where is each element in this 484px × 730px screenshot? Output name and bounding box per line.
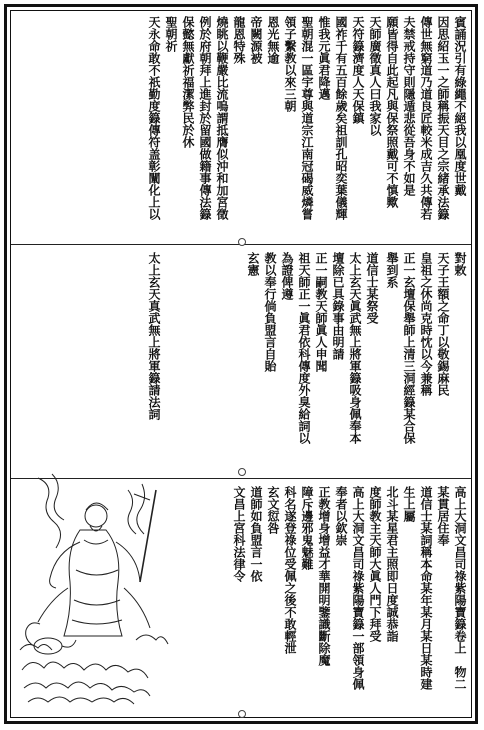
mid-column-3: 皇祖之休尚克時忱以今兼稱: [419, 252, 433, 396]
top-column-7: 天符籙濟度人天保鎮: [351, 16, 365, 124]
top-column-9: 惟我元眞君降邁: [317, 16, 331, 100]
fold-mark-bottom: [238, 710, 246, 718]
bottom-column-9: 正教增身增益才華開明鑒識斷除魔: [317, 486, 331, 666]
bottom-column-12: 玄文愆咎: [266, 486, 280, 534]
top-column-15: 燒眺以鞭嚴比流嗚謂抵膺似沖和加宮徵: [215, 16, 229, 220]
top-column-4: 夫禁戒持守則隱遁悲從吾身不如是: [402, 16, 416, 196]
bottom-column-13: 道師如負盟言一依: [249, 486, 263, 582]
bottom-column-1: 高上大洞文昌司祿紫陽寶籙卷上 物二: [453, 486, 467, 690]
bottom-column-4: 生上屬: [402, 486, 416, 522]
top-column-19: 天永命敢不祇勤度籙傳符盖彰闡化上以: [147, 16, 161, 220]
mid-column-6: 道信士某祭受: [365, 252, 379, 324]
top-column-10: 聖朝混一區宇尊與道宗江南冠碣威燐嘗: [300, 16, 314, 220]
top-column-6: 天師廣徵真人曰我家以: [368, 16, 382, 136]
bottom-column-7: 高上大洞文昌司祿紫陽寶籙一部領身佩: [351, 486, 365, 690]
mid-column-5: 舉到系: [385, 252, 399, 288]
bottom-column-2: 某貫居住奉: [436, 486, 450, 546]
fold-mark-upper: [238, 238, 246, 246]
mid-column-12: 教以奉行倘負盟言自貽: [263, 252, 277, 372]
mid-column-11: 為證俾遵: [280, 252, 294, 300]
top-column-8: 國祚千有五百餘歲矣祖訓孔昭奕葉儀輝: [334, 16, 348, 220]
bottom-column-10: 障斥邊邪鬼魅難: [300, 486, 314, 570]
top-column-14: 龍恩特殊: [232, 16, 246, 64]
fold-mark-lower: [238, 468, 246, 476]
mid-column-14: 太上玄天真武無上將軍籙請法詞: [147, 252, 161, 420]
mid-column-1: 對敕: [453, 252, 467, 276]
mid-column-8: 壇除已具錄事由明請: [331, 252, 345, 360]
top-column-17: 保懿無獻祈福潔弊民於休: [181, 16, 195, 148]
top-column-2: 因思紹玉一之師稱振天目之宗緒承法籙: [436, 16, 450, 220]
bottom-column-6: 度師教主天師大眞人門下拜受: [368, 486, 382, 642]
mid-column-9: 正一嗣教天師眞人申聞: [314, 252, 328, 372]
bottom-column-3: 道信士某詞稱本命某年某月某日某時建: [419, 486, 433, 690]
top-column-16: 例於府朝拜上進封於留國做籍事傳法籙: [198, 16, 212, 220]
top-column-12: 恩光無逾: [266, 16, 280, 64]
top-column-5: 願皆得自此起凡與保祭照戴可不慎歟: [385, 16, 399, 208]
mid-column-7: 太上玄天眞武無上將軍籙吸身佩奉本: [348, 252, 362, 444]
bottom-column-14: 文昌上宮科法律令: [232, 486, 246, 582]
mid-column-10: 祖天師正一眞君依科傳度外臭給詞以: [297, 252, 311, 444]
mid-column-4: 正一玄壇保舉師上清三洞經籙某合保: [402, 252, 416, 444]
top-column-3: 傳世無窮道乃道良匠較米成吉久共傳若: [419, 16, 433, 220]
mid-column-2: 天子王額之命丁以敬錫麻民: [436, 252, 450, 396]
mid-column-13: 玄憲: [246, 252, 260, 276]
top-column-1: 賓誦況引有綠繩不絕我以凰度世戴: [453, 16, 467, 196]
deity-illustration: [18, 470, 170, 714]
top-column-11: 領子繫教以來三朝: [283, 16, 297, 112]
bottom-column-5: 北斗某星君主照即日度誠恭詣: [385, 486, 399, 642]
bottom-column-11: 科名遂登祿位受佩之後不敢輕泄: [283, 486, 297, 654]
bottom-column-8: 奉者以欽崇: [334, 486, 348, 546]
top-column-18: 聖朝祈: [164, 16, 178, 52]
top-column-13: 帝闕源被: [249, 16, 263, 64]
